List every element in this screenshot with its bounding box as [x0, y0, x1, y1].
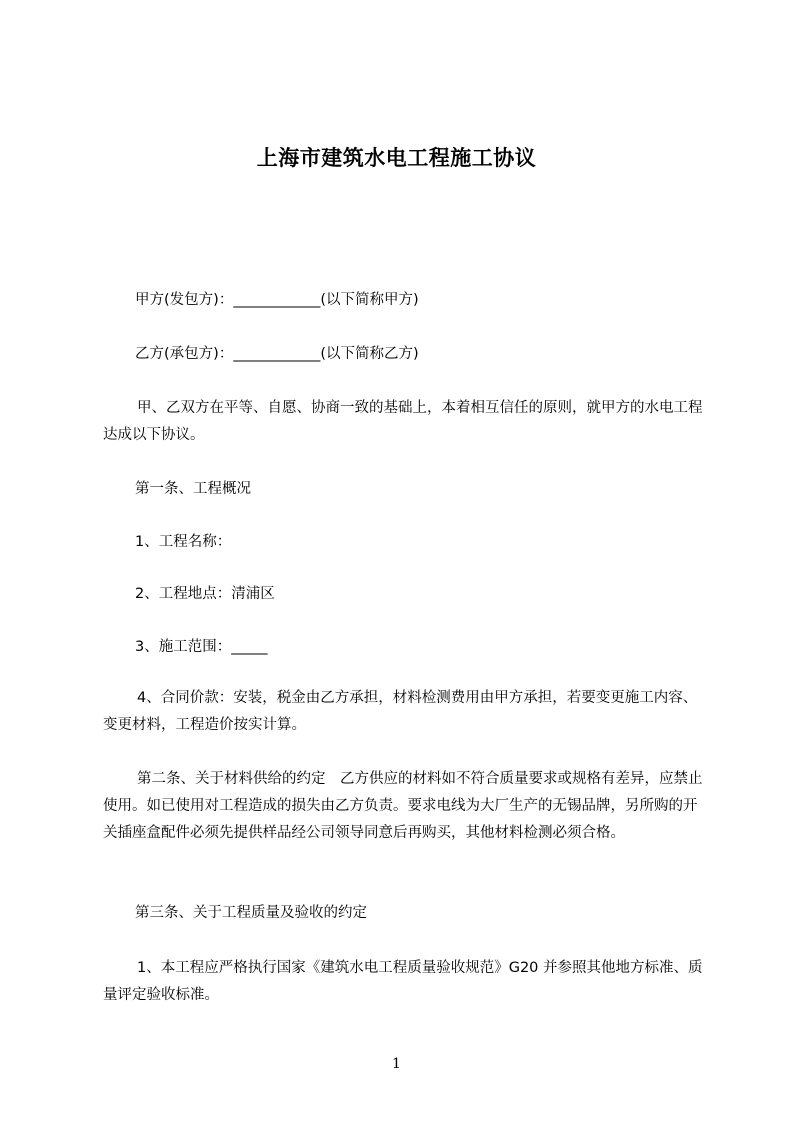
- preamble-paragraph: [103, 395, 703, 449]
- article1-item4-text: 4、合同价款：安装，税金由乙方承担，材料检测费用由甲方承担，若要变更施工内容、变更材料，工程造价按实计算。: [103, 690, 698, 733]
- article1-item4: [103, 685, 703, 739]
- article1-heading: 第一条、工程概况: [135, 481, 251, 497]
- page-number: 1: [392, 1056, 401, 1072]
- article1-item3: 3、施工范围：_____: [135, 639, 268, 655]
- article1-item2: 2、工程地点：清浦区: [135, 586, 275, 602]
- article1-item1: 1、工程名称：: [135, 534, 232, 550]
- document-title: 上海市建筑水电工程施工协议: [256, 146, 537, 170]
- article3-heading: 第三条、关于工程质量及验收的约定: [135, 905, 367, 921]
- article3-item1: [103, 955, 703, 1009]
- party-a-line: 甲方(发包方)：____________(以下简称甲方): [135, 292, 419, 308]
- preamble-text: 甲、乙双方在平等、自愿、协商一致的基础上，本着相互信任的原则，就甲方的水电工程达成以下协议。: [103, 400, 703, 443]
- party-b-line: 乙方(承包方)：____________(以下简称乙方): [135, 346, 419, 362]
- article3-item1-text: 1、本工程应严格执行国家《建筑水电工程质量验收规范》G20 并参照其他地方标准、质量评定验收标准。: [103, 960, 703, 1003]
- article2-paragraph: [103, 766, 703, 847]
- article2-text: 第二条、关于材料供给的约定 乙方供应的材料如不符合质量要求或规格有差异，应禁止使用。如已使用对工程造成的损失由乙方负责。要求电线为大厂生产的无锡品牌，另所购的开关插座盒配件必须先提供样品经公司领导同意后再购买，其他材料检测必须合格。: [103, 771, 703, 841]
